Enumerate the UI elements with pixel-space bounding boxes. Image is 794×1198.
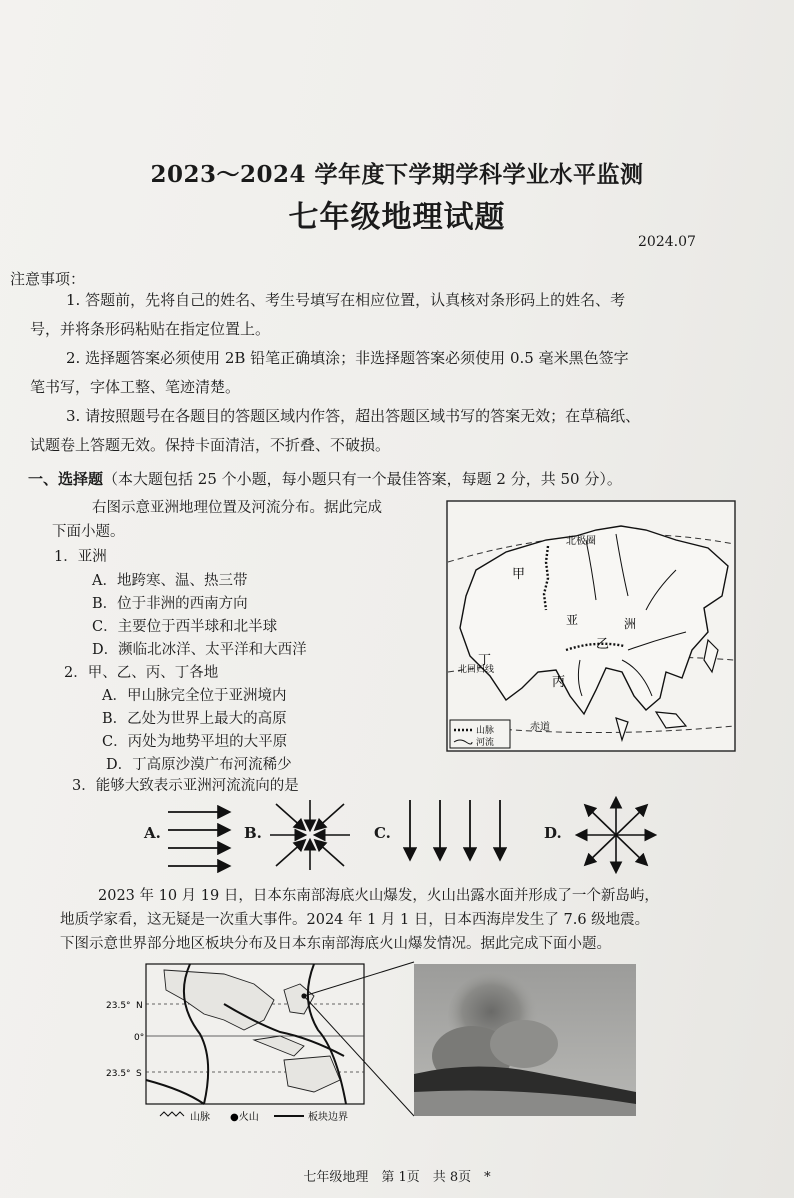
q2-option-b: B．乙处为世界上最大的高原 bbox=[102, 711, 287, 727]
lat-23n: 23.5° bbox=[106, 1001, 131, 1011]
notice-line-5: 3. 请按照题号在各题目的答题区域内作答，超出答题区域书写的答案无效；在草稿纸、 bbox=[66, 407, 641, 425]
zoom-connector bbox=[300, 960, 420, 1120]
label-zhou: 洲 bbox=[624, 617, 637, 631]
volcano-photo bbox=[414, 964, 636, 1116]
exam-title: 2023～2024 学年度下学期学科学业水平监测 bbox=[150, 161, 644, 188]
intro2-line-3: 下图示意世界部分地区板块分布及日本东南部海底火山爆发情况。据此完成下面小题。 bbox=[60, 936, 611, 952]
plate-legend-boundary: 板块边界 bbox=[308, 1112, 348, 1123]
q3-option-d: D. bbox=[544, 824, 562, 842]
q3-option-a: A. bbox=[144, 824, 161, 842]
q1-option-d: D．濒临北冰洋、太平洋和大西洋 bbox=[92, 642, 307, 658]
q3-option-b: B. bbox=[244, 824, 262, 842]
page-footer: 七年级地理 第 1页 共 8页 * bbox=[303, 1170, 491, 1185]
notice-line-6: 试题卷上答题无效。保持卡面清洁，不折叠、不破损。 bbox=[30, 436, 391, 454]
intro1-line-1: 右图示意亚洲地理位置及河流分布。据此完成 bbox=[92, 500, 382, 516]
asia-map bbox=[446, 500, 736, 752]
label-bing: 丙 bbox=[552, 675, 566, 690]
exam-subtitle: 七年级地理试题 bbox=[288, 200, 506, 235]
section-header bbox=[28, 468, 622, 489]
label-equator: 赤道 bbox=[530, 722, 550, 733]
label-ya: 亚 bbox=[566, 613, 579, 627]
q2-option-d: D．丁高原沙漠广布河流稀少 bbox=[106, 757, 292, 773]
q1-stem: 1．亚洲 bbox=[54, 549, 107, 565]
q3-option-c: C. bbox=[374, 824, 391, 842]
q3-arrows-b bbox=[268, 798, 352, 876]
label-yi: 乙 bbox=[596, 637, 610, 652]
notice-line-2: 号，并将条形码粘贴在指定位置上。 bbox=[30, 320, 271, 338]
notice-heading: 注意事项： bbox=[10, 270, 86, 288]
plate-legend-mountain: 山脉 bbox=[190, 1112, 210, 1123]
lat-23s: 23.5° bbox=[106, 1069, 131, 1079]
intro2-line-2: 地质学家看，这无疑是一次重大事件。2024 年 1 月 1 日，日本西海岸发生了 7.6 级地震。 bbox=[60, 912, 650, 928]
q2-stem: 2．甲、乙、丙、丁各地 bbox=[64, 665, 219, 681]
intro1-line-2: 下面小题。 bbox=[52, 524, 125, 540]
lat-0: 0° bbox=[134, 1033, 145, 1043]
label-arctic-circle: 北极圈 bbox=[566, 536, 596, 547]
legend-mountain-icon bbox=[160, 1112, 184, 1116]
q2-option-a: A．甲山脉完全位于亚洲境内 bbox=[102, 688, 287, 704]
q2-option-c: C．丙处为地势平坦的大平原 bbox=[102, 734, 288, 750]
notice-line-1: 1. 答题前，先将自己的姓名、考生号填写在相应位置，认真核对条形码上的姓名、考 bbox=[66, 291, 626, 309]
section-desc: （本大题包括 25 个小题，每小题只有一个最佳答案，每题 2 分，共 50 分）。 bbox=[103, 470, 622, 488]
notice-line-3: 2. 选择题答案必须使用 2B 铅笔正确填涂；非选择题答案必须使用 0.5 毫米黑色签字 bbox=[66, 349, 629, 367]
q3-stem: 3．能够大致表示亚洲河流流向的是 bbox=[72, 778, 299, 794]
exam-date: 2024.07 bbox=[638, 234, 696, 250]
label-ding: 丁 bbox=[478, 653, 492, 668]
lat-n: N bbox=[136, 1001, 143, 1011]
intro2-line-1: 2023 年 10 月 19 日，日本东南部海底火山爆发，火山出露水面并形成了一个新岛屿， bbox=[98, 888, 659, 904]
q1-option-a: A．地跨寒、温、热三带 bbox=[92, 573, 248, 589]
q3-arrows-c bbox=[398, 796, 518, 870]
label-jia: 甲 bbox=[512, 567, 526, 582]
lat-s: S bbox=[136, 1069, 142, 1079]
q3-arrows-d bbox=[574, 796, 658, 878]
q1-option-b: B．位于非洲的西南方向 bbox=[92, 596, 248, 612]
legend-river: 河流 bbox=[476, 738, 495, 748]
legend-mountain: 山脉 bbox=[476, 726, 495, 736]
notice-line-4: 笔书写，字体工整、笔迹清楚。 bbox=[30, 378, 241, 396]
q3-arrows-a bbox=[166, 800, 236, 878]
plate-legend-volcano: ●火山 bbox=[230, 1112, 259, 1123]
label-tropic: 北回归线 bbox=[458, 665, 495, 675]
q1-option-c: C．主要位于西半球和北半球 bbox=[92, 619, 278, 635]
section-label: 一、选择题 bbox=[28, 470, 104, 488]
asia-map-figure bbox=[446, 500, 736, 752]
